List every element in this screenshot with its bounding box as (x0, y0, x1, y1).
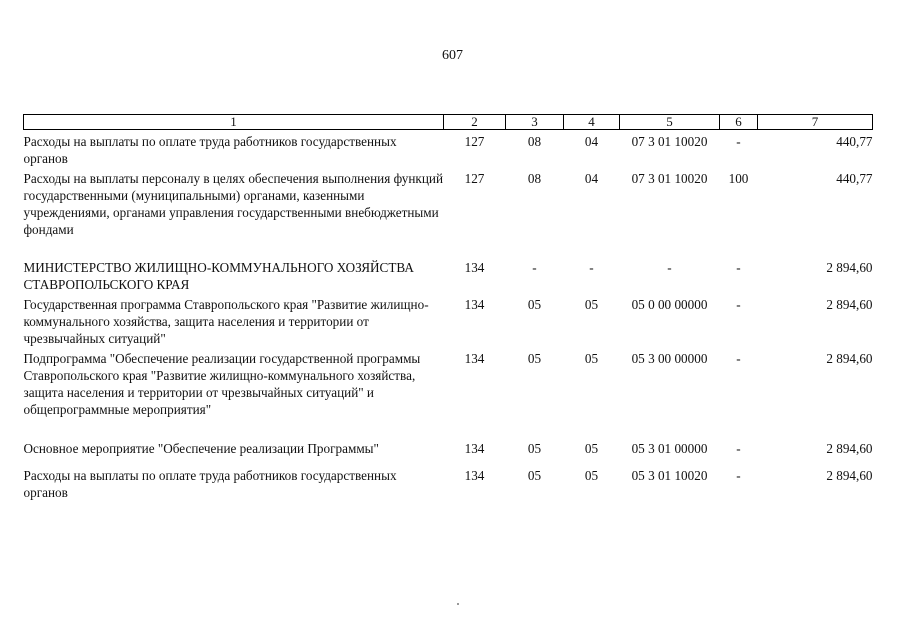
row-name: МИНИСТЕРСТВО ЖИЛИЩНО-КОММУНАЛЬНОГО ХОЗЯЙСТВА СТАВРОПОЛЬСКОГО КРАЯ (23, 260, 414, 292)
row-section: - (532, 260, 537, 275)
row-expense-type: - (736, 297, 741, 312)
row-ministry-code: 134 (464, 441, 485, 456)
column-header-6: 6 (720, 115, 758, 130)
row-ministry-code: 134 (464, 297, 485, 312)
row-target-article: 07 3 01 10020 (631, 134, 708, 149)
column-header-4: 4 (564, 115, 620, 130)
row-amount: 2 894,60 (826, 297, 873, 312)
row-name: Подпрограмма "Обеспечение реализации государственной программы Ставропольского края "Развитие жилищно-коммунального хозяйства, защита населения и территории от чрезвычайных ситуаций" и общепрограммные мероприятия" (23, 351, 421, 417)
row-target-article: 05 0 00 00000 (631, 297, 708, 312)
row-expense-type: - (736, 441, 741, 456)
row-amount: 440,77 (836, 134, 873, 149)
row-amount: 2 894,60 (826, 441, 873, 456)
row-name: Расходы на выплаты по оплате труда работников государственных органов (23, 468, 397, 500)
row-target-article: 07 3 01 10020 (631, 171, 708, 186)
row-expense-type: - (736, 351, 741, 366)
row-section: 05 (527, 351, 542, 366)
row-subsection: 05 (584, 351, 599, 366)
row-name: Основное мероприятие "Обеспечение реализации Программы" (23, 441, 379, 456)
header-row (24, 115, 873, 130)
table-row (24, 418, 873, 457)
row-subsection: 04 (584, 171, 599, 186)
column-header-7: 7 (758, 115, 873, 130)
table-row (24, 347, 873, 418)
table-row (24, 293, 873, 347)
table-header (24, 115, 873, 130)
row-section: 05 (527, 468, 542, 483)
row-name: Государственная программа Ставропольского края "Развитие жилищно-коммунального хозяйства, защита населения и территории от чрезвычайных ситуаций" (23, 297, 429, 346)
row-amount: 2 894,60 (826, 351, 873, 366)
row-section: 05 (527, 441, 542, 456)
row-name: Расходы на выплаты персоналу в целях обеспечения выполнения функций государственными (муниципальными) органами, казенными учреждениями, органами управления государственными внебюджетными фондами (23, 171, 444, 237)
column-header-3: 3 (506, 115, 564, 130)
row-expense-type: - (736, 468, 741, 483)
row-ministry-code: 127 (464, 134, 485, 149)
row-section: 08 (527, 134, 542, 149)
row-target-article: 05 3 00 00000 (631, 351, 708, 366)
row-section: 08 (527, 171, 542, 186)
row-subsection: 05 (584, 297, 599, 312)
row-target-article: 05 3 01 10020 (631, 468, 708, 483)
budget-table (23, 114, 873, 501)
row-expense-type: - (736, 260, 741, 275)
row-amount: 2 894,60 (826, 260, 873, 275)
row-subsection: - (589, 260, 594, 275)
page-number: 607 (442, 48, 463, 63)
row-section: 05 (527, 297, 542, 312)
table-row (24, 167, 873, 238)
row-subsection: 05 (584, 441, 599, 456)
row-ministry-code: 134 (464, 468, 485, 483)
table-row (24, 130, 873, 168)
row-expense-type: - (736, 134, 741, 149)
row-subsection: 04 (584, 134, 599, 149)
row-name: Расходы на выплаты по оплате труда работников государственных органов (23, 134, 397, 166)
row-target-article: - (667, 260, 672, 275)
scan-speck (457, 603, 459, 605)
row-target-article: 05 3 01 00000 (631, 441, 708, 456)
column-header-2: 2 (444, 115, 506, 130)
row-ministry-code: 127 (464, 171, 485, 186)
column-header-1: 1 (24, 115, 444, 130)
column-header-5: 5 (620, 115, 720, 130)
row-expense-type: 100 (728, 171, 749, 186)
row-amount: 2 894,60 (826, 468, 873, 483)
row-ministry-code: 134 (464, 260, 485, 275)
table-row (24, 457, 873, 501)
table-row (24, 238, 873, 293)
row-subsection: 05 (584, 468, 599, 483)
row-ministry-code: 134 (464, 351, 485, 366)
row-amount: 440,77 (836, 171, 873, 186)
